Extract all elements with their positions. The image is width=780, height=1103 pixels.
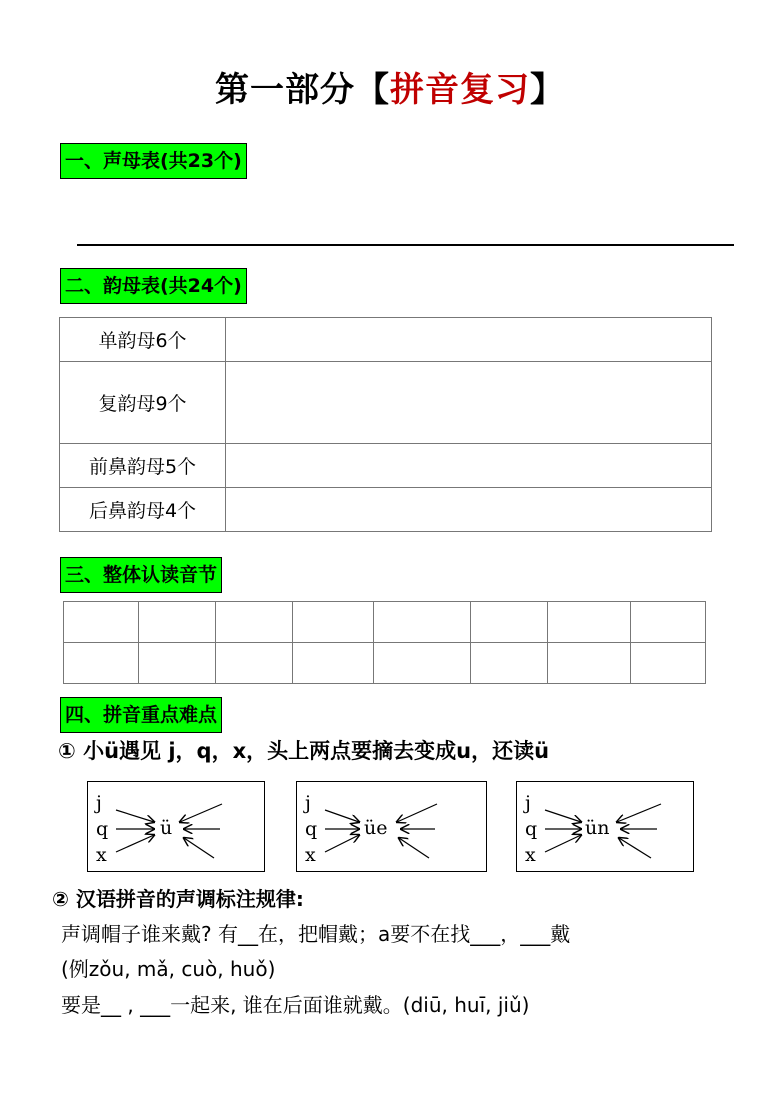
- title-prefix: 第一部分【: [215, 70, 390, 110]
- section2-heading: 二、韵母表(共24个): [60, 268, 247, 304]
- row-label: 前鼻韵母5个: [60, 444, 226, 488]
- grid-cell[interactable]: [293, 602, 374, 643]
- answer-cell[interactable]: [226, 362, 712, 444]
- grid-cell[interactable]: [548, 643, 631, 684]
- answer-cell[interactable]: [226, 488, 712, 532]
- initial-x: x: [96, 844, 107, 866]
- arrow-left-bottom: [545, 835, 581, 852]
- initial-x: x: [525, 844, 536, 866]
- arrow-left-bottom: [116, 835, 154, 852]
- initial-j: j: [96, 792, 102, 814]
- grid-cell[interactable]: [64, 643, 139, 684]
- section4-heading: 四、拼音重点难点: [60, 697, 222, 733]
- grid-cell[interactable]: [216, 602, 293, 643]
- initial-x: x: [305, 844, 316, 866]
- tone-rule-line-1: 声调帽子谁来戴? 有__在，把帽戴；a要不在找___，___戴: [61, 922, 571, 946]
- arrow-diagram: [517, 782, 693, 871]
- table-row: [60, 318, 712, 362]
- grid-cell[interactable]: [631, 643, 706, 684]
- arrow-right-bottom: [619, 838, 651, 858]
- table-row: [60, 444, 712, 488]
- answer-cell[interactable]: [226, 444, 712, 488]
- grid-cell[interactable]: [471, 602, 548, 643]
- initial-j: j: [525, 792, 531, 814]
- initial-q: q: [305, 818, 318, 840]
- umlaut-diagram: [516, 781, 694, 872]
- section1-heading: 一、声母表(共23个): [60, 143, 247, 179]
- page-title: [0, 62, 780, 111]
- arrow-right-top: [180, 804, 222, 822]
- arrow-left-top: [116, 810, 154, 822]
- umlaut-diagram: [87, 781, 265, 872]
- row-label: 单韵母6个: [60, 318, 226, 362]
- arrow-right-top: [617, 804, 661, 822]
- initial-q: q: [525, 818, 538, 840]
- grid-cell[interactable]: [216, 643, 293, 684]
- writing-line: [77, 244, 734, 246]
- arrow-left-bottom: [325, 835, 359, 852]
- grid-cell[interactable]: [293, 643, 374, 684]
- final-label: ü: [160, 817, 173, 839]
- row-label: 后鼻韵母4个: [60, 488, 226, 532]
- arrow-left-top: [325, 810, 359, 822]
- tone-rule-line-2: (例zǒu, mǎ, cuò, huǒ): [61, 957, 276, 981]
- finals-table: [59, 317, 712, 532]
- initial-q: q: [96, 818, 109, 840]
- grid-cell[interactable]: [139, 602, 216, 643]
- rule-tone-marks: ② 汉语拼音的声调标注规律:: [52, 887, 304, 911]
- grid-cell[interactable]: [471, 643, 548, 684]
- grid-cell[interactable]: [374, 643, 471, 684]
- arrow-diagram: [297, 782, 486, 871]
- grid-cell[interactable]: [548, 602, 631, 643]
- initial-j: j: [305, 792, 311, 814]
- umlaut-diagram: [296, 781, 487, 872]
- rule-umlaut: ① 小ü遇见 j，q，x，头上两点要摘去变成u，还读ü: [58, 739, 550, 763]
- grid-cell[interactable]: [139, 643, 216, 684]
- table-row: [64, 643, 706, 684]
- arrow-left-top: [545, 810, 581, 822]
- table-row: [64, 602, 706, 643]
- table-row: [60, 362, 712, 444]
- arrow-right-top: [397, 804, 437, 822]
- title-highlight: 拼音复习: [390, 70, 530, 110]
- grid-cell[interactable]: [64, 602, 139, 643]
- grid-cell[interactable]: [374, 602, 471, 643]
- answer-cell[interactable]: [226, 318, 712, 362]
- arrow-right-bottom: [184, 838, 214, 858]
- tone-rule-line-3: 要是__ , ___一起来, 谁在后面谁就戴。(diū, huī, jiǔ): [61, 993, 530, 1017]
- grid-cell[interactable]: [631, 602, 706, 643]
- arrow-diagram: [88, 782, 264, 871]
- row-label: 复韵母9个: [60, 362, 226, 444]
- arrow-right-bottom: [399, 838, 429, 858]
- table-row: [60, 488, 712, 532]
- final-label: üe: [364, 817, 388, 839]
- title-suffix: 】: [530, 70, 565, 110]
- syllable-grid: [63, 601, 706, 684]
- final-label: ün: [585, 817, 610, 839]
- section3-heading: 三、整体认读音节: [60, 557, 222, 593]
